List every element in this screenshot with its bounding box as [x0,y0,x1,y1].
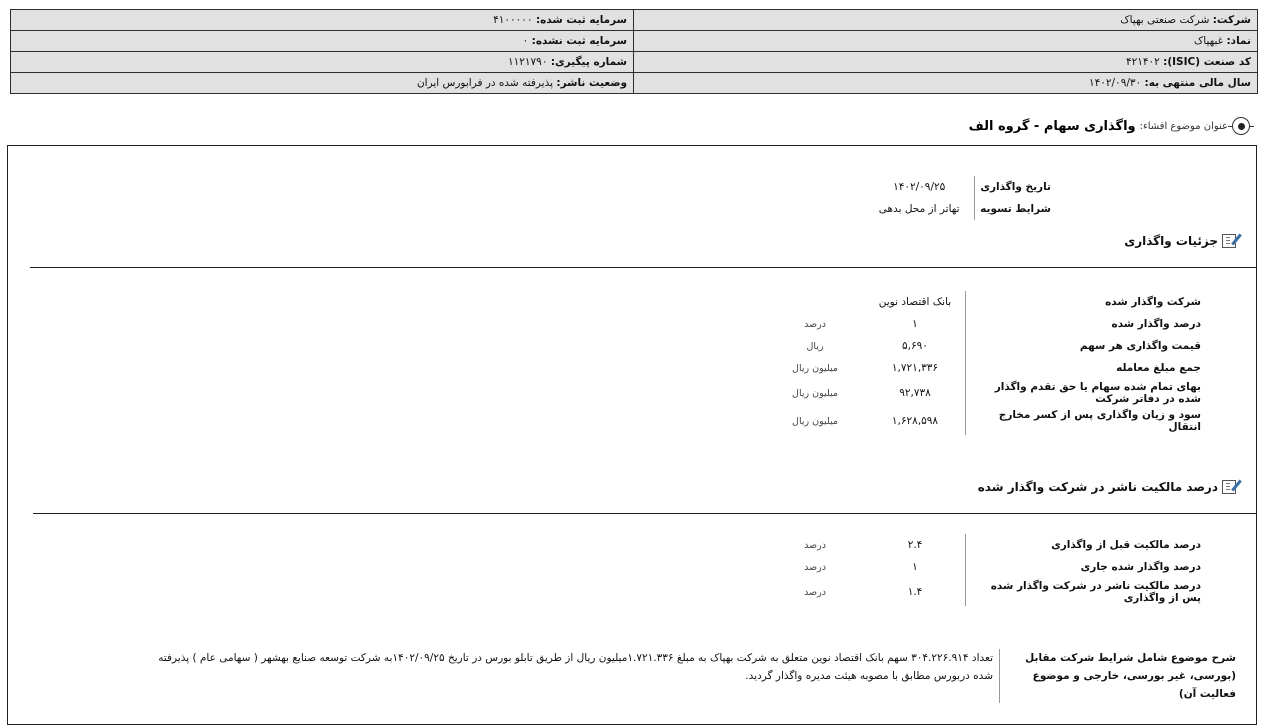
disclosure-panel [7,145,1257,725]
field-value: ۱۴۰۲/۰۹/۲۵ [893,181,946,193]
description-text: تعداد ۳۰۴.۲۲۶.۹۱۴ سهم بانک اقتصاد نوین متعلق به شرکت بهپاک به مبلغ ۱.۷۲۱.۳۳۶میلیون ریال از طریق تابلو بورس در تاریخ ۱۴۰۲/۰۹/۲۵به شرکت توسعه صنایع بهشهر ( سهامی عام ) پذیرفته شده دربورس مطابق با مصوبه هیئت مدیره واگذار گردید. [158,652,993,682]
info-cell: کد صنعت (ISIC): ۴۲۱۴۰۲ [634,52,1258,73]
field-value: تهاتر از محل بدهی [878,203,960,215]
company-info-table [10,9,1258,94]
info-cell: شرکت: شرکت صنعتی بهپاک [634,10,1258,31]
info-cell: سرمایه ثبت شده: ۴۱۰۰۰۰۰ [11,10,634,31]
detail-row [765,335,1206,357]
ownership-value: ۱.۴ [907,586,923,598]
ownership-value: ۲.۴ [907,539,923,551]
ownership-row [765,578,1206,606]
ownership-unit: درصد [804,561,826,573]
info-cell: نماد: غبهپاک [634,31,1258,52]
detail-unit: درصد [804,318,826,330]
subject-label: عنوان موضوع افشاء: [1139,120,1228,132]
detail-value: ۱ [912,318,918,330]
ownership-unit: درصد [804,539,826,551]
detail-label: شرکت واگذار شده [966,291,1207,313]
detail-label: سود و زیان واگذاری پس از کسر مخارج انتقال [966,407,1207,435]
detail-unit [765,291,865,313]
detail-unit: میلیون ریال [792,387,838,399]
detail-value: بانک اقتصاد نوین [878,296,952,308]
description-row [138,649,1236,703]
field-label: شرایط تسویه [975,198,1056,220]
detail-value: ۱,۶۲۸,۵۹۸ [891,415,939,427]
field-row [864,198,1056,220]
detail-unit: ریال [806,340,824,352]
info-row [11,10,1258,31]
detail-row [765,407,1206,435]
info-cell: سرمایه ثبت نشده: ۰ [11,31,634,52]
info-row [11,73,1258,94]
description-label: شرح موضوع شامل شرایط شرکت مقابل (بورسی، غیر بورسی، خارجی و موضوع فعالیت آن) [999,649,1236,703]
details-table [765,291,1207,435]
info-cell: شماره پیگیری: ۱۱۲۱۷۹۰ [11,52,634,73]
detail-row [765,291,1206,313]
subject-title: واگذاری سهام - گروه الف [968,118,1136,134]
ownership-value: ۱ [912,561,918,573]
disclosure-subject [969,117,1250,135]
detail-value: ۱,۷۲۱,۳۳۶ [891,362,939,374]
detail-unit: میلیون ریال [792,362,838,374]
field-label: تاریخ واگذاری [975,176,1056,198]
edit-icon [1222,234,1236,248]
detail-row [765,313,1206,335]
transfer-summary [864,176,1056,220]
info-row [11,52,1258,73]
target-icon [1232,117,1250,135]
section-title-ownership [978,480,1236,494]
detail-unit: میلیون ریال [792,415,838,427]
detail-value: ۵,۶۹۰ [902,340,928,352]
detail-label: درصد واگذار شده [966,313,1207,335]
info-cell: سال مالی منتهی به: ۱۴۰۲/۰۹/۳۰ [634,73,1258,94]
detail-value: ۹۲,۷۳۸ [899,387,931,399]
info-row [11,31,1258,52]
ownership-label: درصد مالکیت قبل از واگذاری [966,534,1207,556]
ownership-row [765,556,1206,578]
ownership-unit: درصد [804,586,826,598]
detail-label: جمع مبلغ معامله [966,357,1207,379]
section-title-text: جزئیات واگذاری [1124,234,1218,248]
section-title-details [1124,234,1236,248]
detail-label: بهای تمام شده سهام یا حق تقدم واگذار شده در دفاتر شرکت [966,379,1207,407]
detail-row [765,379,1206,407]
edit-icon [1222,480,1236,494]
info-cell: وضعیت ناشر: پذیرفته شده در فرابورس ایران [11,73,634,94]
detail-label: قیمت واگذاری هر سهم [966,335,1207,357]
field-row [864,176,1056,198]
divider [30,267,1256,268]
ownership-row [765,534,1206,556]
ownership-table [765,534,1207,606]
section-title-text: درصد مالکیت ناشر در شرکت واگذار شده [977,480,1218,494]
ownership-label: درصد واگذار شده جاری [966,556,1207,578]
detail-row [765,357,1206,379]
ownership-label: درصد مالکیت ناشر در شرکت واگذار شده پس از واگذاری [966,578,1207,606]
divider [33,513,1256,514]
